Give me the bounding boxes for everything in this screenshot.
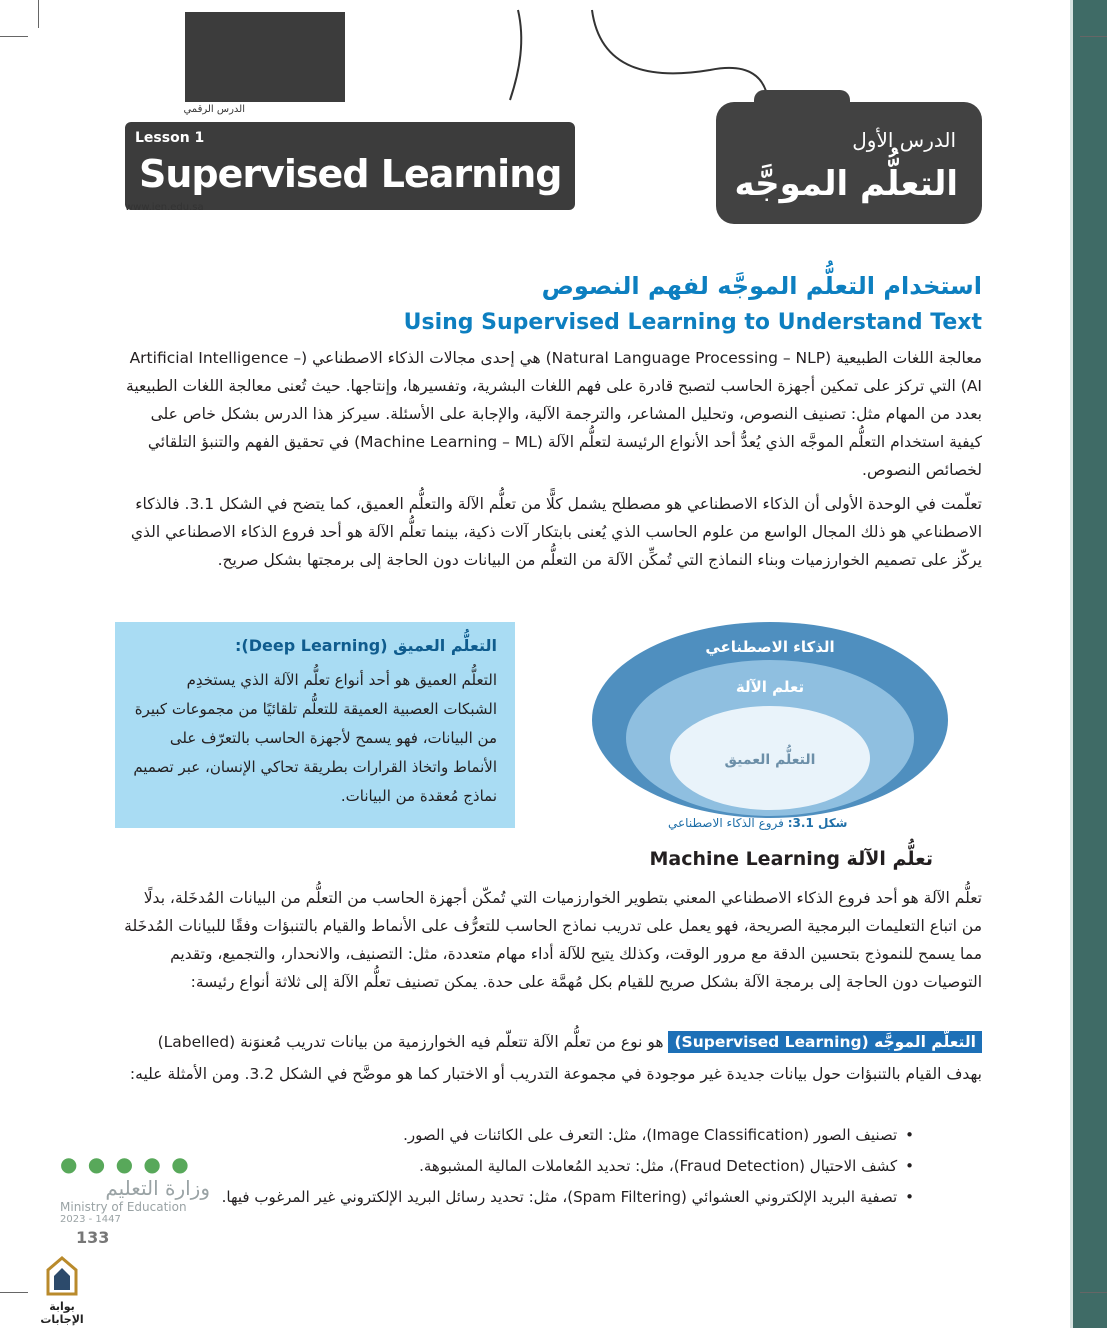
crop-mark	[0, 36, 28, 37]
lesson-badge-ar	[716, 102, 982, 224]
page-number: 133	[76, 1228, 110, 1247]
page-edge-band	[1073, 0, 1107, 1328]
lesson-number: الدرس الأول	[852, 128, 956, 152]
lesson-header-en	[125, 12, 575, 222]
portal-lamp-icon	[42, 1256, 82, 1296]
supervised-highlight: التعلُّم الموجَّه (Supervised Learning)	[668, 1031, 982, 1053]
crop-mark	[1080, 1292, 1107, 1293]
deep-learning-body: التعلُّم العميق هو أحد أنواع تعلُّم الآلة الذي يستخدِم الشبكات العصبية العميقة للتعلُّم تلقائيًا من مجموعات كبيرة من البيانات، فهو يسمح لأجهزة الحاسب بالتعرّف على الأنماط واتخاذ القرارات بطريقة تحاكي الإنسان، عبر تصميم نماذج مُعقدة من البيانات.	[133, 671, 497, 805]
ministry-name-ar: وزارة التعليم	[105, 1176, 210, 1200]
answers-portal-logo	[32, 1256, 92, 1326]
crop-mark	[38, 0, 39, 28]
examples-list	[124, 1120, 914, 1213]
ml-heading: تعلُّم الآلة Machine Learning	[649, 848, 933, 870]
crop-mark	[0, 1292, 28, 1293]
list-item: • كشف الاحتيال (Fraud Detection)، مثل: تحديد المُعاملات المالية المشبوهة.	[124, 1151, 914, 1182]
ai-paragraph: تعلّمت في الوحدة الأولى أن الذكاء الاصطناعي هو مصطلح يشمل كلًّا من تعلُّم الآلة والتعلُّم العميق، كما يتضح في الشكل 3.1. فالذكاء الاصطناعي هو ذلك المجال الواسع من علوم الحاسب الذي يُعنى بابتكار آلات ذكية، بينما تعلُّم الآلة هو أحد فروع الذكاء الاصطناعي الذي يركّز على تصميم الخوارزميات وبناء النماذج التي تُمكِّن الآلة من التعلُّم من البيانات دون الحاجة إلى برمجتها بشكل صريح.	[130, 495, 982, 569]
portal-caption: بوابة الإجابات	[40, 1300, 84, 1326]
ministry-name-en: Ministry of Education	[60, 1200, 187, 1214]
ministry-year: 2023 - 1447	[60, 1214, 121, 1225]
ai-branches-diagram	[590, 620, 950, 820]
supervised-definition	[122, 1028, 982, 1056]
section-title-ar: استخدام التعلُّم الموجَّه لفهم النصوص	[541, 272, 982, 300]
intro-paragraph: معالجة اللغات الطبيعية (Natural Language Processing – NLP) هي إحدى مجالات الذكاء الاصطناعي (Artificial Intelligence – AI) التي تركز على تمكين أجهزة الحاسب لتصبح قادرة على فهم اللغات البشرية، وتفسيرها، وإنتاجها. حيث تُعنى معالجة اللغات الطبيعية بعدد من المهام مثل: تصنيف النصوص، وتحليل المشاعر، والترجمة الآلية، والإجابة على الأسئلة. سيركز هذا الدرس بشكل خاص على كيفية استخدام التعلُّم الموجَّه الذي يُعدُّ أحد الأنواع الرئيسة لتعلُّم الآلة (Machine Learning – ML) في تحقيق الفهم والتنبؤ التلقائي لخصائص النصوص.	[126, 349, 982, 479]
page-edge-line	[1070, 0, 1073, 1328]
crop-mark	[1080, 36, 1107, 37]
lesson-title-ar: التعلُّم الموجَّه	[734, 164, 958, 204]
figure-number: شكل 3.1:	[787, 816, 848, 830]
figure-caption	[668, 816, 847, 830]
digital-lesson-label: الدرس الرقمي	[183, 104, 245, 115]
ml-paragraph: تعلُّم الآلة هو أحد فروع الذكاء الاصطناعي المعني بتطوير الخوارزميات التي تُمكّن أجهزة الحاسب من التعلُّم من البيانات المُدخَلة، بدلًا من اتباع التعليمات البرمجية الصريحة، فهو يعمل على تدريب نماذج الحاسب للتعرُّف على الأنماط والقيام بالتنبؤات وفقًا للبيانات المُدخَلة مما يسمح للنموذج بتحسين الدقة مع مرور الوقت، وكذلك يتيح للآلة أداء مهام متعددة، مثل: التصنيف، والانحدار، والتجميع، وتقديم التوصيات دون الحاجة إلى برمجة الآلة بشكل صريح للقيام بكل مُهمَّة على حدة. يمكن تصنيف تعلُّم الآلة إلى ثلاثة أنواع رئيسة:	[124, 889, 982, 991]
ml-label: تعلم الآلة	[735, 678, 805, 696]
ministry-logo	[60, 1152, 210, 1225]
list-item: • تصنيف الصور (Image Classification)، مثل: التعرف على الكائنات في الصور.	[124, 1120, 914, 1151]
list-item: • تصفية البريد الإلكتروني العشوائي (Spam Filtering)، مثل: تحديد رسائل البريد الإلكتروني غير المرغوب فيها.	[124, 1182, 914, 1213]
site-url: www.ien.edu.sa	[125, 202, 204, 213]
section-title-en: Using Supervised Learning to Understand Text	[403, 310, 982, 335]
lesson-tag: Lesson 1	[135, 130, 205, 146]
supervised-paragraph: بهدف القيام بالتنبؤات حول بيانات جديدة غير موجودة في مجموعة التدريب أو الاختبار كما هو موضَّح في الشكل 3.2. ومن الأمثلة عليه:	[129, 1065, 982, 1083]
deep-learning-title: التعلُّم العميق (Deep Learning):	[235, 636, 497, 655]
supervised-rest: هو نوع من تعلُّم الآلة تتعلّم فيه الخوارزمية من بيانات تدريب مُعنوَنة (Labelled)	[157, 1033, 669, 1051]
lesson-title-en: Supervised Learning	[139, 152, 562, 196]
ai-label: الذكاء الاصطناعي	[705, 638, 835, 656]
ministry-dots-icon: ● ● ● ● ●	[60, 1152, 191, 1176]
deep-learning-box	[115, 622, 515, 828]
dl-label: التعلُّم العميق	[724, 752, 816, 768]
figure-caption-text: فروع الذكاء الاصطناعي	[668, 816, 784, 830]
